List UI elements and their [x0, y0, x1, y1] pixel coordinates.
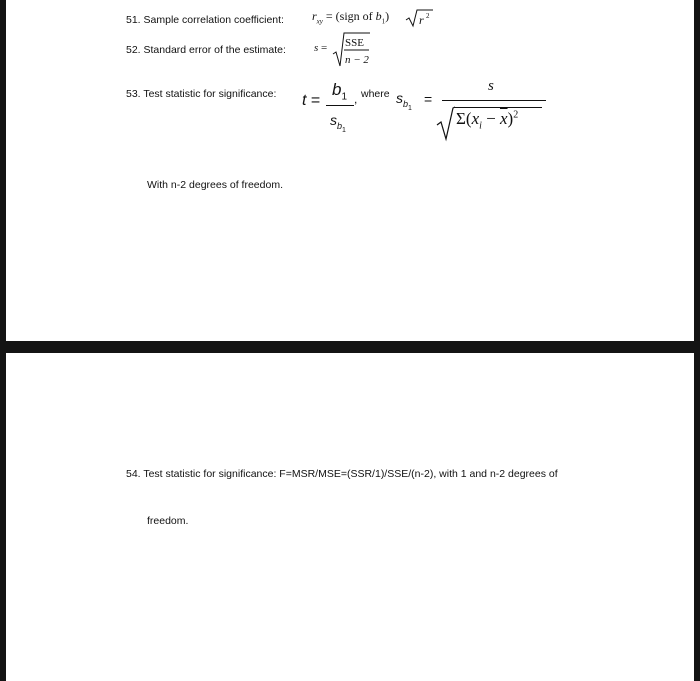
- item-54-line2: freedom.: [147, 515, 189, 527]
- item-54-line1: 54. Test statistic for significance: F=MSR/MSE=(SSR/1)/SSE/(n-2), with 1 and n-2 degrees of: [126, 468, 558, 480]
- item-53: [126, 88, 276, 100]
- s-symbol: s: [330, 112, 337, 128]
- root-exponent: 2: [426, 12, 430, 20]
- equals-sign: =: [321, 42, 328, 54]
- equals-sign: =: [325, 9, 333, 23]
- b-symbol: b: [375, 9, 382, 23]
- r-subscript: xy: [316, 17, 323, 26]
- x-bar-symbol: $\overline{x}$: [499, 109, 508, 128]
- exponent-2: 2: [513, 109, 519, 121]
- item-52: [126, 44, 286, 56]
- sum-expression: [456, 109, 518, 131]
- sqrt-sse-fraction: [332, 30, 372, 70]
- s-symbol: s: [314, 42, 319, 54]
- item-52-label: 52. Standard error of the estimate:: [126, 44, 286, 56]
- t-fraction-bar: [326, 105, 354, 106]
- x-symbol: x: [471, 109, 480, 128]
- item-51: [126, 14, 284, 26]
- b1-symbol: b: [332, 80, 342, 99]
- s-subscript: [337, 120, 346, 134]
- close-paren: ): [507, 109, 514, 128]
- item-51-label: 51. Sample correlation coefficient:: [126, 14, 284, 26]
- sb-symbol: s: [396, 90, 403, 106]
- s-sub-sub: 1: [342, 126, 346, 134]
- sign-of-text: (sign of: [335, 9, 373, 23]
- equals-sign-2: =: [424, 91, 433, 107]
- comma: ,: [354, 92, 358, 106]
- document-page-2: [6, 353, 694, 681]
- s-sub-b: b: [337, 120, 343, 131]
- sb-sub-b: b: [403, 98, 409, 109]
- close-paren: ): [385, 9, 390, 23]
- r-symbol: r: [312, 9, 317, 23]
- item-51-formula: [312, 9, 389, 25]
- t-numerator: [332, 80, 347, 102]
- b-subscript: 1: [381, 17, 386, 26]
- fraction-numerator: SSE: [345, 37, 364, 49]
- sigma-open: Σ(: [456, 109, 472, 128]
- where-text: where: [361, 88, 390, 100]
- t-symbol: t: [302, 92, 307, 109]
- t-denominator: [330, 112, 346, 134]
- sb-sub-sub: 1: [408, 104, 412, 112]
- sqrt-r-squared: [405, 8, 435, 28]
- document-page-1: [6, 0, 694, 341]
- item-52-lhs: [314, 42, 327, 54]
- radical-overline: [454, 107, 542, 108]
- root-r: r: [419, 13, 424, 27]
- fraction-denominator: n − 2: [345, 54, 369, 66]
- degrees-of-freedom-note: With n-2 degrees of freedom.: [147, 179, 283, 191]
- item-53-label: 53. Test statistic for significance:: [126, 88, 277, 100]
- sb-fraction-bar: [442, 100, 546, 101]
- sb-subscript: [403, 98, 412, 112]
- sb-symbol-group: [396, 90, 412, 112]
- x-subscript: i: [479, 120, 482, 132]
- sqrt-sum-radical: [436, 103, 456, 143]
- minus-sign: −: [481, 109, 500, 128]
- radical-sign-icon: [437, 107, 455, 139]
- sb-numerator: s: [488, 78, 494, 94]
- b1-subscript: 1: [341, 91, 348, 103]
- t-equals: [302, 92, 320, 110]
- equals-sign: =: [310, 92, 321, 109]
